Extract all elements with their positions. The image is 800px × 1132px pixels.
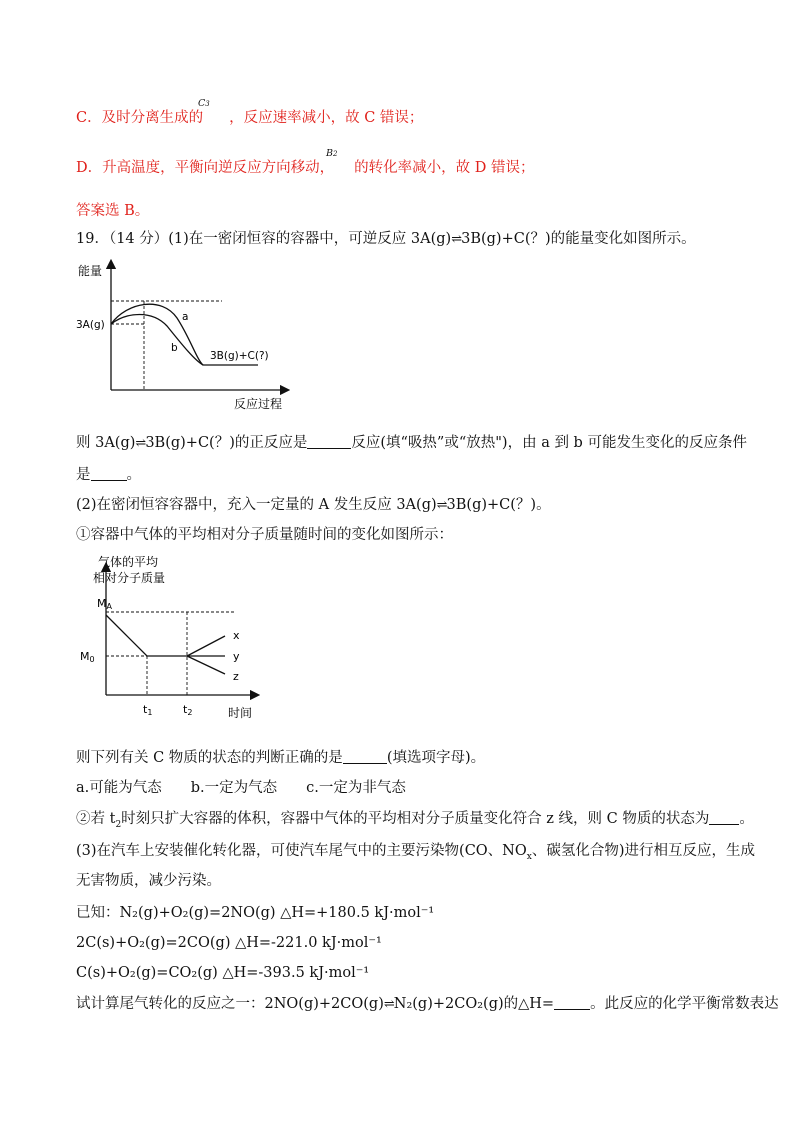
question-2-2: ②若 $t_2$时刻只扩大容器的体积，容器中气体的平均相对分子质量变化符合 z 线，则 C 物质的状态为 。 [76, 811, 754, 830]
b2-symbol: B2 [326, 148, 338, 159]
question-1b: 是 。 [76, 467, 141, 483]
equilibrium-arrow-icon: ⇌ [383, 997, 394, 1012]
question-2-1: ①容器中气体的平均相对分子质量随时间的变化如图所示： [76, 527, 453, 543]
question-2-judge: 则下列有关 C 物质的状态的判断正确的是 (填选项字母)。 [76, 750, 486, 766]
question-2-options: a.可能为气态 b.一定为气态 c.一定为非气态 [76, 780, 406, 796]
x-line-label: x [233, 629, 240, 642]
answer-line: 答案选 B。 [76, 203, 150, 219]
answer-blank-1[interactable] [307, 434, 351, 449]
time-axis-label: 时间 [228, 706, 253, 720]
answer-blank-2[interactable] [91, 466, 127, 481]
option-c-explanation [76, 108, 423, 128]
question-2-intro: (2)在密闭恒容容器中，充入一定量的 A 发生反应 3A(g)⇌3B(g)+C(？)。 [76, 497, 551, 513]
equilibrium-arrow-icon: ⇌ [436, 498, 447, 513]
option-c-text-end: ，反应速率减小，故 C 错误； [229, 110, 424, 126]
molar-mass-axis-label-2: 相对分子质量 [93, 571, 166, 585]
energy-diagram [72, 258, 292, 418]
molar-mass-axis-label-1: 气体的平均 [98, 555, 159, 569]
mass-decline-line [106, 615, 187, 656]
start-state-label: 3A(g) [76, 319, 105, 331]
option-d-text: D．升高温度，平衡向逆反应方向移动， [76, 160, 335, 176]
answer-blank-5[interactable] [554, 995, 590, 1010]
molar-mass-diagram [72, 553, 272, 728]
ma-label: MA [97, 597, 112, 611]
option-d-text-end: 的转化率减小，故 D 错误； [354, 160, 535, 176]
t2-label: t2 [183, 703, 193, 717]
option-d-explanation [76, 158, 534, 178]
curve-b-label: b [171, 342, 178, 354]
line-x [187, 636, 225, 656]
question-1a: 则 3A(g)⇌3B(g)+C(？)的正反应是 反应(填“吸热”或“放热")，由 a 到 b 可能发生变化的反应条件 [76, 435, 747, 451]
question-3-calc: 试计算尾气转化的反应之一：2NO(g)+2CO(g)⇌N₂(g)+2CO₂(g)的△H= 。此反应的化学平衡常数表达 [76, 996, 779, 1012]
end-state-label: 3B(g)+C(?) [210, 350, 269, 362]
question-3-line2: 无害物质，减少污染。 [76, 873, 221, 889]
z-line-label: z [233, 670, 239, 683]
line-z [187, 656, 225, 674]
answer-blank-3[interactable] [343, 749, 387, 764]
t1-label: t1 [143, 703, 153, 717]
known-equation-1: 已知：N₂(g)+O₂(g)=2NO(g) △H=+180.5 kJ·mol⁻¹ [76, 905, 435, 921]
answer-blank-4[interactable] [709, 810, 739, 825]
known-equation-2: 2C(s)+O₂(g)=2CO(g) △H=-221.0 kJ·mol⁻¹ [76, 935, 382, 951]
curve-a-label: a [182, 311, 189, 323]
equilibrium-arrow-icon: ⇌ [135, 436, 146, 451]
energy-axis-label: 能量 [78, 264, 103, 278]
known-equation-3: C(s)+O₂(g)=CO₂(g) △H=-393.5 kJ·mol⁻¹ [76, 965, 370, 981]
question-19-intro: 19．（14 分）(1)在一密闭恒容的容器中，可逆反应 3A(g)⇌3B(g)+C(？)的能量变化如图所示。 [76, 231, 696, 247]
question-3-line1: (3)在汽车上安装催化转化器，可使汽车尾气中的主要污染物(CO、$NO_x$、碳氢化合物)进行相互反应，生成 [76, 843, 755, 862]
reaction-process-label: 反应过程 [234, 397, 283, 411]
c3-symbol: C3 [198, 98, 210, 109]
equilibrium-arrow-icon: ⇌ [451, 232, 462, 247]
y-line-label: y [233, 650, 240, 663]
m0-label: M0 [80, 650, 95, 664]
option-c-text: C．及时分离生成的 [76, 110, 204, 126]
